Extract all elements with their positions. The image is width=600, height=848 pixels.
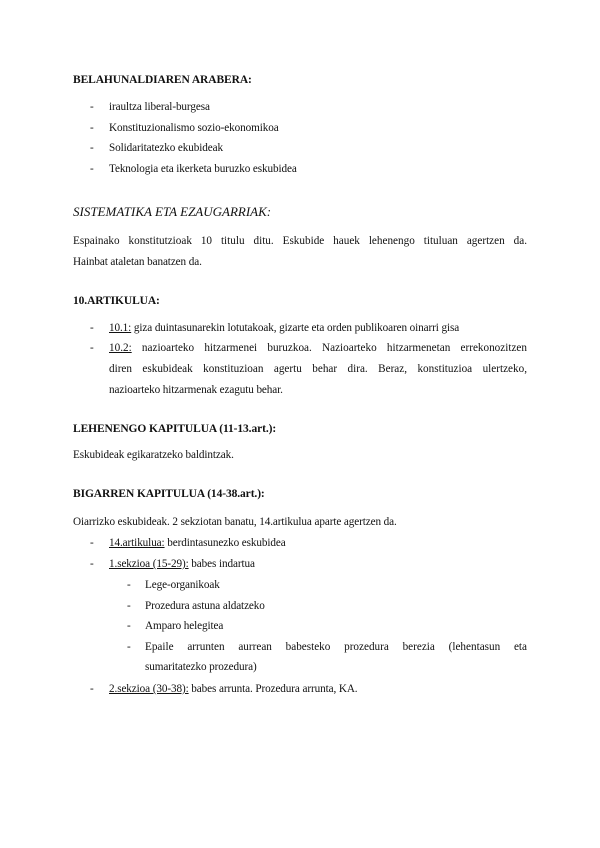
heading-sistematika: SISTEMATIKA ETA EZAUGARRIAK: — [73, 204, 272, 219]
item-text: babes arrunta. Prozedura arrunta, KA. — [188, 683, 358, 695]
paragraph-line: Hainbat ataletan banatzen da. — [73, 256, 202, 268]
section-ref: 2.sekzioa (30-38): — [109, 683, 189, 695]
paragraph-line: Eskubideak egikaratzeko baldintzak. — [73, 449, 234, 461]
list-item: Solidaritatezko ekubideak — [109, 142, 223, 154]
bullet-dash: - — [127, 600, 131, 612]
sub-list-item-continuation: sumaritatezko prozedura) — [145, 661, 257, 673]
sub-list-item: Lege-organikoak — [145, 579, 220, 591]
sub-list-item: Amparo helegitea — [145, 620, 224, 632]
list-item: iraultza liberal-burgesa — [109, 101, 210, 113]
bullet-dash: - — [90, 142, 94, 154]
list-item — [109, 536, 286, 550]
item-text: nazioarteko hitzarmenei buruzkoa. Nazioarteko hitzarmenetan errekonozitzen — [131, 342, 527, 354]
list-item — [109, 682, 358, 696]
sub-list-item: Prozedura astuna aldatzeko — [145, 600, 265, 612]
bullet-dash: - — [90, 558, 94, 570]
list-item-continuation: nazioarteko hitzarmenak ezagutu behar. — [109, 384, 283, 396]
paragraph-line: Oiarrizko eskubideak. 2 sekziotan banatu, 14.artikulua aparte agertzen da. — [73, 516, 397, 528]
bullet-dash: - — [90, 163, 94, 175]
list-item — [109, 321, 459, 335]
paragraph-line: Espainako konstitutzioak 10 titulu ditu. Eskubide hauek lehenengo tituluan agertzen da. — [73, 235, 527, 247]
list-item-continuation: diren eskubideak konstituzioan agertu behar dira. Beraz, konstituzioa ulertzeko, — [109, 363, 527, 375]
bullet-dash: - — [90, 683, 94, 695]
item-text: babes indartua — [188, 558, 255, 570]
bullet-dash: - — [90, 101, 94, 113]
heading-lehenengo-kapitulua: LEHENENGO KAPITULUA (11-13.art.): — [73, 423, 277, 435]
bullet-dash: - — [127, 641, 131, 653]
article-ref: 14.artikulua: — [109, 537, 165, 549]
item-text: giza duintasunarekin lotutakoak, gizarte eta orden publikoaren oinarri gisa — [131, 322, 460, 334]
item-text: berdintasunezko eskubidea — [164, 537, 286, 549]
heading-belahunaldiaren: BELAHUNALDIAREN ARABERA: — [73, 74, 252, 86]
bullet-dash: - — [90, 537, 94, 549]
bullet-dash: - — [90, 342, 94, 354]
section-ref: 1.sekzioa (15-29): — [109, 558, 189, 570]
article-ref: 10.1: — [109, 322, 132, 334]
bullet-dash: - — [127, 620, 131, 632]
bullet-dash: - — [127, 579, 131, 591]
list-item — [109, 557, 255, 571]
bullet-dash: - — [90, 322, 94, 334]
article-ref: 10.2: — [109, 342, 132, 354]
list-item — [109, 341, 527, 355]
bullet-dash: - — [90, 122, 94, 134]
sub-list-item: Epaile arrunten aurrean babesteko prozedura berezia (lehentasun eta — [145, 641, 527, 653]
list-item: Konstituzionalismo sozio-ekonomikoa — [109, 122, 279, 134]
heading-10-artikulua: 10.ARTIKULUA: — [73, 295, 160, 307]
heading-bigarren-kapitulua: BIGARREN KAPITULUA (14-38.art.): — [73, 488, 265, 500]
list-item: Teknologia eta ikerketa buruzko eskubidea — [109, 163, 297, 175]
